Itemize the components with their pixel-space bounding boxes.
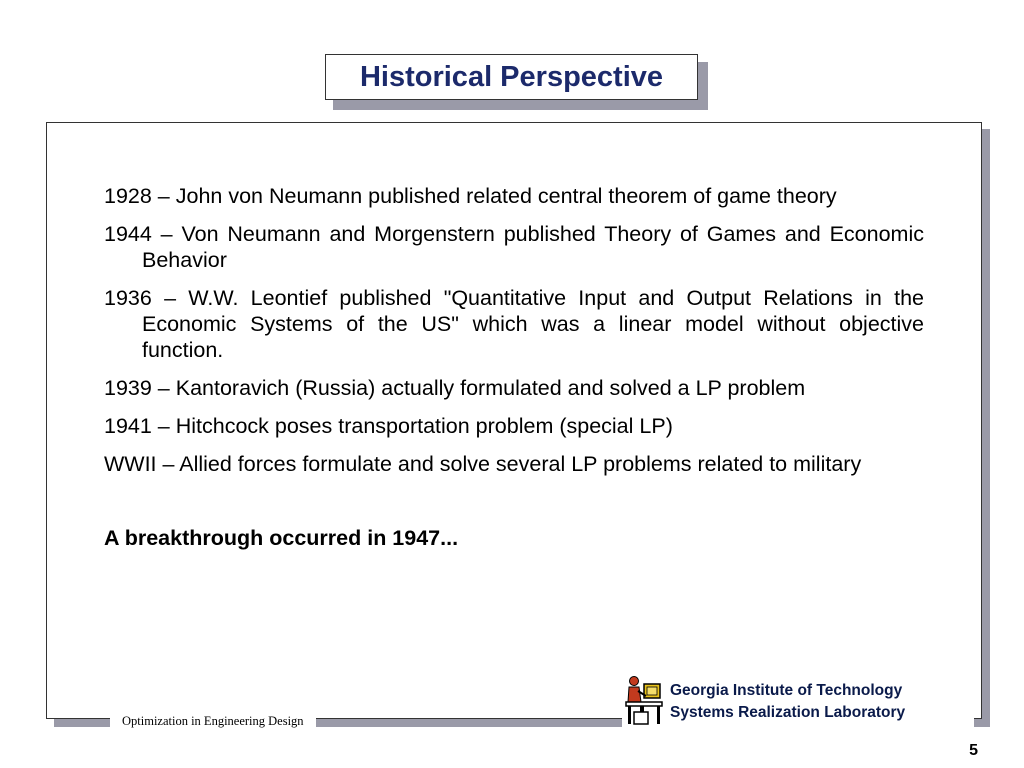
timeline-item-1936: 1936 – W.W. Leontief published "Quantitative Input and Output Relations in the Economic Systems of the US" which was a linear model without objective function. [104, 286, 924, 362]
institution-logo-block [622, 672, 974, 728]
institute-name: Georgia Institute of Technology [670, 682, 903, 699]
timeline-item-1939: 1939 – Kantoravich (Russia) actually formulated and solved a LP problem [104, 376, 806, 400]
breakthrough-statement: A breakthrough occurred in 1947... [104, 526, 459, 550]
timeline-item-1944: 1944 – Von Neumann and Morgenstern published Theory of Games and Economic Behavior [104, 222, 924, 272]
timeline-item-1941: 1941 – Hitchcock poses transportation problem (special LP) [104, 414, 673, 438]
institution-text [670, 680, 905, 724]
researcher-at-computer-icon [624, 674, 664, 726]
title-box [325, 54, 698, 100]
slide-title: Historical Perspective [359, 60, 664, 93]
timeline-item-1928: 1928 – John von Neumann published related central theorem of game theory [104, 184, 837, 208]
timeline-item-wwii: WWII – Allied forces formulate and solve several LP problems related to military [104, 452, 862, 476]
slide-content [104, 183, 924, 551]
page-number: 5 [969, 742, 978, 759]
course-footer-label: Optimization in Engineering Design [110, 712, 316, 731]
lab-name: Systems Realization Laboratory [670, 704, 906, 721]
